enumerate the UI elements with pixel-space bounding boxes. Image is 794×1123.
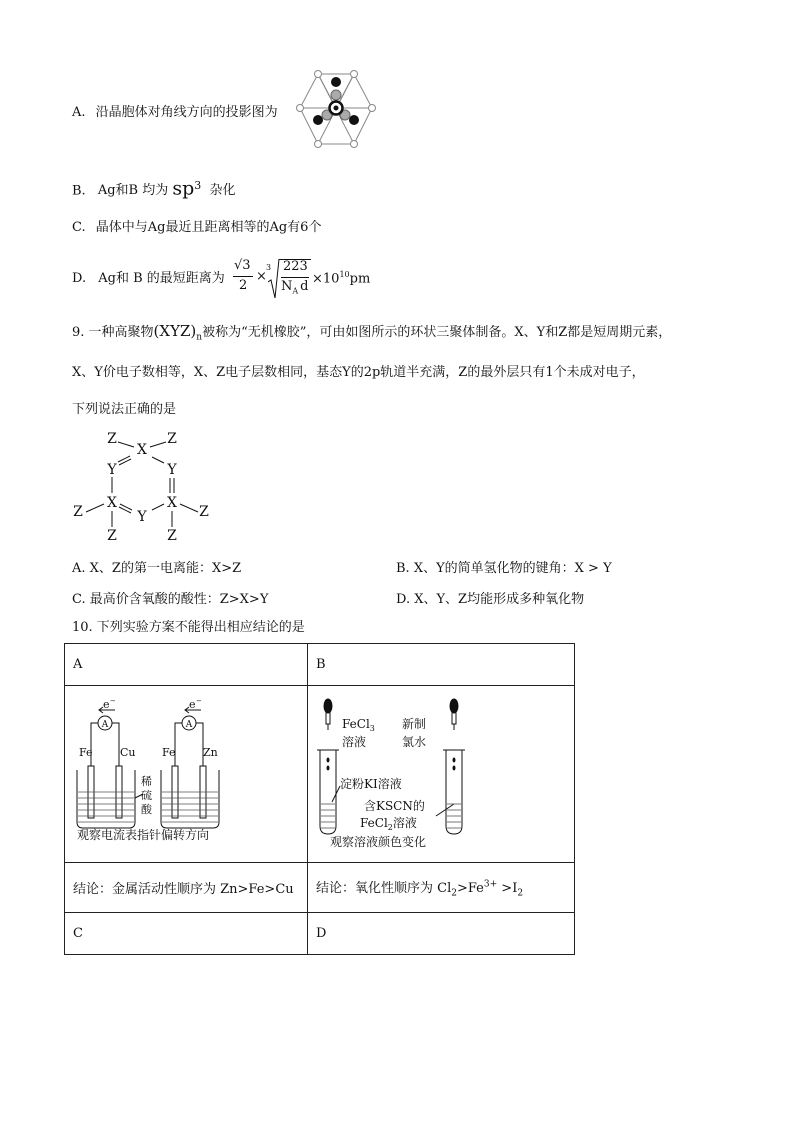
atom-z: Z <box>107 431 117 447</box>
label-fe: Fe <box>162 746 176 759</box>
option-text-2: 杂化 <box>209 183 236 199</box>
svg-text:−: − <box>196 697 202 705</box>
atom-y-right: Y <box>167 462 177 478</box>
experiment-table <box>64 643 575 955</box>
svg-text:稀: 稀 <box>141 775 152 788</box>
atom-x-left: X <box>107 495 117 511</box>
conclusion-a: 结论：金属活动性顺序为 Zn>Fe>Cu <box>65 863 308 913</box>
atom-y-left: Y <box>107 462 117 478</box>
numerator-223: 223 <box>283 259 308 274</box>
q8-option-a <box>72 104 278 122</box>
test-tube-diagram <box>308 686 574 862</box>
q10-title: 10. 下列实验方案不能得出相应结论的是 <box>72 620 305 635</box>
q9-option-d: D. X、Y、Z均能形成多种氧化物 <box>396 592 585 607</box>
atom-x-right: X <box>167 495 177 511</box>
svg-text:氯水: 氯水 <box>402 735 427 749</box>
cell-c-header: C <box>65 913 308 955</box>
atom-z: Z <box>73 504 83 520</box>
option-label: B. <box>72 183 86 199</box>
q8-option-b <box>72 177 235 200</box>
svg-text:e: e <box>103 698 110 711</box>
option-text: 晶体中与Ag最近且距离相等的Ag有6个 <box>95 220 322 235</box>
option-text: 沿晶胞体对角线方向的投影图为 <box>95 105 278 120</box>
cell-b-diagram <box>308 686 575 863</box>
option-label: C. <box>72 220 86 235</box>
cell-b-header: B <box>308 644 575 686</box>
sp-superscript: 3 <box>194 179 202 192</box>
svg-text:e: e <box>189 698 196 711</box>
q9-stem-line2: X、Y价电子数相等，X、Z电子层数相同，基态Y的2p轨道半充满，Z的最外层只有1个未成对电子， <box>72 365 645 380</box>
q9-option-c: C. 最高价含氧酸的酸性：Z>X>Y <box>72 592 269 607</box>
q9-option-a: A. X、Z的第一电离能：X>Z <box>72 561 242 576</box>
svg-text:溶液: 溶液 <box>342 735 367 749</box>
q9-stem-line1: 9. 一种高聚物$(XYZ)_n$被称为“无机橡胶”，可由如图所示的环状三聚体制备。X、Y和Z都是短周期元素， <box>72 322 672 343</box>
atom-z: Z <box>107 528 117 544</box>
atom-x-top: X <box>137 442 147 458</box>
distance-formula <box>232 258 372 300</box>
q9-stem-line3: 下列说法正确的是 <box>72 402 177 417</box>
fraction-bar <box>233 276 253 277</box>
svg-text:FeCl2溶液: FeCl$_2$溶液 <box>360 816 417 832</box>
ring-trimer-structure <box>68 430 218 544</box>
inner-fraction-bar <box>281 277 309 278</box>
cube-root-index: 3 <box>266 263 272 272</box>
projection-diagram <box>294 68 384 150</box>
label-ki: 淀粉KI溶液 <box>340 777 402 791</box>
atom-z: Z <box>167 431 177 447</box>
times-ten: $\times 10^{10}pm$ <box>312 270 371 287</box>
option-label: A. <box>72 105 86 120</box>
atom-z: Z <box>199 504 209 520</box>
svg-text:硫: 硫 <box>141 789 152 802</box>
label-cu: Cu <box>120 746 136 759</box>
q8-option-d <box>72 270 225 288</box>
atom-z: Z <box>167 528 177 544</box>
q9-option-b: B. X、Y的简单氢化物的键角：X > Y <box>396 561 612 576</box>
svg-text:含KSCN的: 含KSCN的 <box>364 799 425 813</box>
svg-text:新制: 新制 <box>402 717 427 731</box>
caption-a: 观察电流表指针偏转方向 <box>77 828 210 842</box>
times-sign: × <box>256 269 267 284</box>
option-text: Ag和 B 的最短距离为 <box>98 271 225 286</box>
na-d: $N_A$ d <box>281 279 309 296</box>
conclusion-b: 结论：氧化性顺序为 $Cl_2>Fe^{3+} >I_2$ <box>308 863 575 913</box>
atom-y-bottom: Y <box>137 509 147 525</box>
cell-a-diagram <box>65 686 308 863</box>
svg-text:酸: 酸 <box>141 803 152 816</box>
sp-symbol: sp <box>172 177 195 200</box>
option-label: D. <box>72 271 87 286</box>
galvanic-cells-diagram <box>65 686 307 862</box>
polymer-formula: (XYZ) <box>153 322 197 340</box>
cell-d-header: D <box>308 913 575 955</box>
cell-a-header: A <box>65 644 308 686</box>
svg-text:A: A <box>101 720 109 730</box>
denominator-2: 2 <box>239 278 248 293</box>
sqrt3-numerator: √3 <box>234 258 251 273</box>
svg-text:FeCl3: FeCl$_3$ <box>342 717 375 733</box>
caption-b: 观察溶液颜色变化 <box>330 835 427 849</box>
option-text: Ag和B 均为 <box>97 183 169 199</box>
label-zn: Zn <box>203 746 218 759</box>
label-fe: Fe <box>79 746 93 759</box>
q8-option-c <box>72 219 321 237</box>
radical-sign <box>268 258 280 300</box>
svg-text:A: A <box>185 720 193 730</box>
svg-text:−: − <box>110 697 116 705</box>
